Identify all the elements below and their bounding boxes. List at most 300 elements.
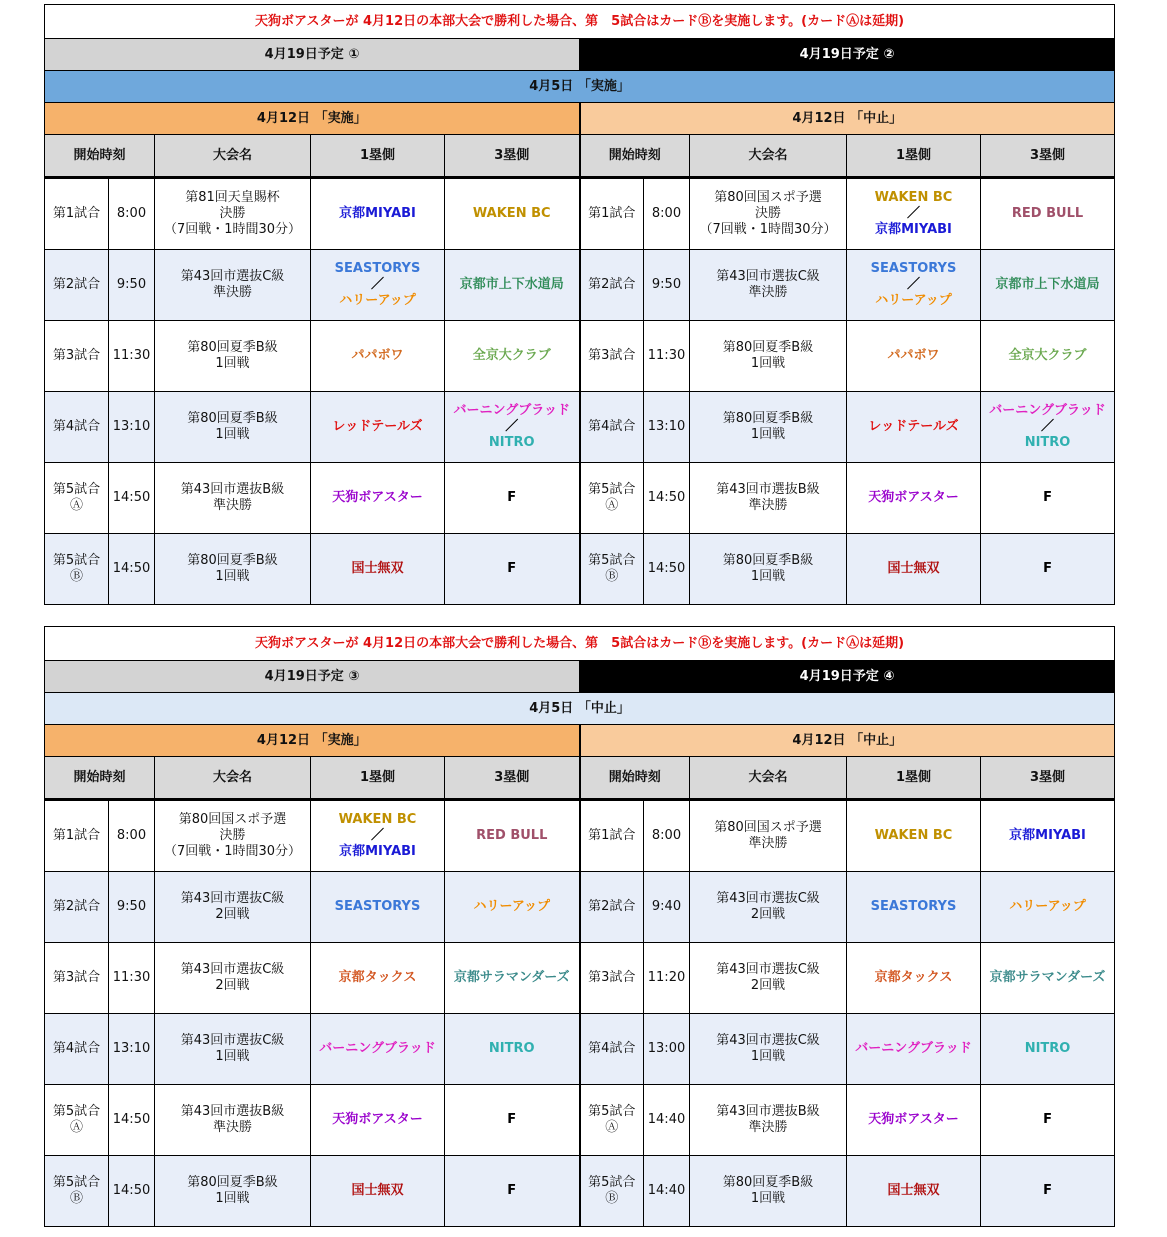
- tournament-line: 準決勝: [212, 498, 252, 513]
- plan-right-title: 4月19日予定 ④: [580, 661, 1115, 693]
- team-name: RED BULL: [1011, 206, 1084, 221]
- tournament-line: 2回戦: [750, 978, 786, 993]
- schedule-table: [44, 626, 1115, 1227]
- team-name: 京都タックス: [338, 970, 417, 985]
- tournament-line: 第80回夏季B級: [722, 340, 814, 355]
- start-time: 11:30: [109, 321, 155, 392]
- tournament-line: （7回戦・1時間30分）: [163, 222, 302, 237]
- game-number: [45, 463, 109, 534]
- team-name: WAKEN BC: [874, 190, 953, 205]
- start-time: 9:40: [644, 872, 690, 943]
- third-base-team: [981, 321, 1115, 392]
- third-base-team: [445, 1085, 580, 1156]
- team-name: ハリーアップ: [473, 899, 550, 914]
- game-number-label: 第5試合: [52, 1104, 101, 1119]
- tournament-line: 決勝: [219, 206, 246, 221]
- start-time: 8:00: [644, 178, 690, 250]
- game-number-label: 第3試合: [52, 970, 101, 985]
- team-name: 天狗ボアスター: [868, 1112, 959, 1127]
- game-row: [45, 534, 1115, 605]
- game-row: [45, 872, 1115, 943]
- header-tournament: 大会名: [155, 135, 311, 178]
- team-name: F: [1043, 561, 1052, 576]
- card-mark: Ⓐ: [69, 498, 83, 513]
- game-number: [45, 392, 109, 463]
- header-tournament: 大会名: [155, 757, 311, 800]
- apr12-left-status: 4月12日 「実施」: [45, 725, 580, 757]
- game-number-label: 第1試合: [588, 206, 636, 221]
- team-name: 天狗ボアスター: [868, 490, 959, 505]
- tournament-name: [155, 1014, 311, 1085]
- tournament-name: [155, 872, 311, 943]
- team-name: F: [507, 1183, 517, 1198]
- tournament-line: 1回戦: [215, 356, 250, 371]
- tournament-line: 第43回市選抜B級: [716, 1104, 820, 1119]
- tournament-line: 準決勝: [212, 1120, 252, 1135]
- tournament-line: 決勝: [219, 828, 246, 843]
- game-number: [580, 800, 644, 872]
- third-base-team: [981, 800, 1115, 872]
- game-number-label: 第1試合: [52, 828, 101, 843]
- first-base-team: [847, 872, 981, 943]
- team-name: 天狗ボアスター: [332, 490, 423, 505]
- first-base-team: [847, 250, 981, 321]
- game-number: [580, 1156, 644, 1227]
- tournament-line: 1回戦: [215, 569, 250, 584]
- tournament-line: 第80回国スポ予選: [714, 190, 822, 205]
- game-number: [45, 1085, 109, 1156]
- game-number: [45, 178, 109, 250]
- start-time: 14:40: [644, 1085, 690, 1156]
- game-row: [45, 250, 1115, 321]
- team-name: レッドテールズ: [868, 419, 959, 434]
- card-mark: Ⓑ: [69, 1191, 83, 1206]
- team-name: SEASTORYS: [870, 261, 957, 276]
- tournament-line: （7回戦・1時間30分）: [163, 844, 302, 859]
- game-row: [45, 1085, 1115, 1156]
- game-row: [45, 943, 1115, 1014]
- first-base-team: [311, 392, 445, 463]
- first-base-team: [847, 392, 981, 463]
- game-row: [45, 800, 1115, 872]
- card-mark: Ⓑ: [69, 569, 83, 584]
- game-row: [45, 1014, 1115, 1085]
- apr12-right-status: 4月12日 「中止」: [580, 725, 1115, 757]
- game-number-label: 第3試合: [52, 348, 101, 363]
- first-base-team: [311, 800, 445, 872]
- card-mark: Ⓑ: [605, 1191, 619, 1206]
- third-base-team: [981, 392, 1115, 463]
- team-name: ハリーアップ: [1009, 899, 1086, 914]
- game-number: [45, 1156, 109, 1227]
- tournament-line: 第80回夏季B級: [187, 553, 278, 568]
- tournament-name: [690, 250, 847, 321]
- game-number-label: 第5試合: [588, 1104, 636, 1119]
- third-base-team: [981, 1156, 1115, 1227]
- third-base-team: [981, 178, 1115, 250]
- plan-right-title: 4月19日予定 ②: [580, 39, 1115, 71]
- tournament-name: [155, 1085, 311, 1156]
- game-number-label: 第1試合: [588, 828, 636, 843]
- start-time: 14:50: [109, 1156, 155, 1227]
- team-name: 天狗ボアスター: [332, 1112, 423, 1127]
- start-time: 13:10: [644, 392, 690, 463]
- first-base-team: [847, 463, 981, 534]
- third-base-team: [981, 1014, 1115, 1085]
- tournament-line: 第43回市選抜C級: [716, 1033, 820, 1048]
- team-name: F: [1043, 490, 1052, 505]
- team-name: バーニングブラッド: [453, 403, 570, 418]
- tournament-name: [690, 1085, 847, 1156]
- team-name: 京都サラマンダーズ: [453, 970, 570, 985]
- card-mark: Ⓐ: [605, 498, 619, 513]
- first-base-team: [311, 178, 445, 250]
- first-base-team: [847, 943, 981, 1014]
- game-number: [580, 534, 644, 605]
- team-name: NITRO: [1024, 435, 1071, 450]
- third-base-team: [445, 392, 580, 463]
- header-start-time: 開始時刻: [45, 757, 155, 800]
- header-start-time: 開始時刻: [580, 135, 690, 178]
- tournament-name: [690, 943, 847, 1014]
- team-separator: ／: [1041, 419, 1055, 434]
- game-number: [580, 943, 644, 1014]
- third-base-team: [981, 250, 1115, 321]
- tournament-line: 準決勝: [748, 836, 788, 851]
- first-base-team: [311, 321, 445, 392]
- third-base-team: [981, 1085, 1115, 1156]
- start-time: 14:50: [109, 463, 155, 534]
- card-mark: Ⓑ: [605, 569, 619, 584]
- tournament-name: [155, 1156, 311, 1227]
- tournament-line: 1回戦: [750, 1191, 786, 1206]
- third-base-team: [981, 943, 1115, 1014]
- team-name: WAKEN BC: [338, 812, 417, 827]
- apr5-status: 4月5日 「実施」: [45, 71, 1115, 103]
- tournament-name: [690, 392, 847, 463]
- game-number-label: 第1試合: [52, 206, 101, 221]
- tournament-line: 第80回国スポ予選: [178, 812, 287, 827]
- tournament-line: 第43回市選抜B級: [180, 1104, 285, 1119]
- tournament-line: 第81回天皇賜杯: [185, 190, 280, 205]
- first-base-team: [311, 534, 445, 605]
- team-name: 京都MIYABI: [1009, 828, 1086, 843]
- header-third-base: 3塁側: [981, 757, 1115, 800]
- game-number: [580, 463, 644, 534]
- tournament-name: [690, 800, 847, 872]
- header-third-base: 3塁側: [445, 135, 580, 178]
- third-base-team: [445, 1014, 580, 1085]
- game-number: [580, 872, 644, 943]
- team-name: SEASTORYS: [334, 899, 421, 914]
- notice-text: 天狗ボアスターが 4月12日の本部大会で勝利した場合、第 5試合はカードⒷを実施します。(カードⒶは延期): [45, 5, 1115, 39]
- third-base-team: [445, 178, 580, 250]
- plan-left-title: 4月19日予定 ①: [45, 39, 580, 71]
- tournament-line: 決勝: [754, 206, 781, 221]
- game-row: [45, 392, 1115, 463]
- header-first-base: 1塁側: [311, 757, 445, 800]
- game-number: [45, 1014, 109, 1085]
- game-number-label: 第3試合: [588, 348, 636, 363]
- first-base-team: [847, 800, 981, 872]
- tournament-name: [155, 463, 311, 534]
- tournament-name: [155, 321, 311, 392]
- game-number: [580, 1014, 644, 1085]
- header-start-time: 開始時刻: [45, 135, 155, 178]
- tournament-line: 第43回市選抜B級: [716, 482, 820, 497]
- tournament-name: [155, 178, 311, 250]
- tournament-line: 2回戦: [215, 907, 250, 922]
- start-time: 11:30: [109, 943, 155, 1014]
- tournament-line: 第43回市選抜B級: [180, 482, 285, 497]
- game-number-label: 第2試合: [52, 277, 101, 292]
- team-name: 京都MIYABI: [875, 222, 952, 237]
- tournament-line: 第80回夏季B級: [187, 1175, 278, 1190]
- first-base-team: [847, 1014, 981, 1085]
- third-base-team: [445, 250, 580, 321]
- game-number-label: 第4試合: [52, 419, 101, 434]
- tournament-name: [690, 463, 847, 534]
- start-time: 13:10: [109, 392, 155, 463]
- game-number-label: 第4試合: [52, 1041, 101, 1056]
- team-name: パパボワ: [351, 348, 404, 363]
- header-tournament: 大会名: [690, 135, 847, 178]
- first-base-team: [847, 1156, 981, 1227]
- team-name: バーニングブラッド: [989, 403, 1106, 418]
- start-time: 8:00: [109, 178, 155, 250]
- start-time: 9:50: [644, 250, 690, 321]
- team-separator: ／: [906, 206, 920, 221]
- tournament-line: 1回戦: [215, 1191, 250, 1206]
- team-name: F: [1043, 1112, 1052, 1127]
- tournament-line: 1回戦: [750, 569, 786, 584]
- game-row: [45, 321, 1115, 392]
- team-name: 国士無双: [351, 1183, 404, 1198]
- team-name: NITRO: [488, 435, 535, 450]
- team-name: F: [507, 561, 517, 576]
- start-time: 9:50: [109, 250, 155, 321]
- tournament-line: 1回戦: [215, 1049, 250, 1064]
- start-time: 14:50: [109, 1085, 155, 1156]
- team-name: RED BULL: [476, 828, 548, 843]
- tournament-name: [155, 534, 311, 605]
- tournament-line: 2回戦: [750, 907, 786, 922]
- team-name: 京都市上下水道局: [995, 277, 1100, 292]
- header-first-base: 1塁側: [311, 135, 445, 178]
- start-time: 8:00: [644, 800, 690, 872]
- team-name: WAKEN BC: [472, 206, 551, 221]
- header-third-base: 3塁側: [445, 757, 580, 800]
- tournament-line: 第80回夏季B級: [722, 1175, 814, 1190]
- apr12-right-status: 4月12日 「中止」: [580, 103, 1115, 135]
- header-start-time: 開始時刻: [580, 757, 690, 800]
- header-tournament: 大会名: [690, 757, 847, 800]
- tournament-line: 第43回市選抜C級: [716, 962, 820, 977]
- game-number: [580, 1085, 644, 1156]
- tournament-line: 準決勝: [748, 498, 788, 513]
- tournament-line: （7回戦・1時間30分）: [699, 222, 837, 237]
- third-base-team: [981, 463, 1115, 534]
- game-number-label: 第5試合: [588, 1175, 636, 1190]
- team-name: ハリーアップ: [339, 293, 416, 308]
- start-time: 14:40: [644, 1156, 690, 1227]
- team-separator: ／: [370, 828, 384, 843]
- game-number: [45, 800, 109, 872]
- tournament-line: 第80回夏季B級: [722, 553, 814, 568]
- first-base-team: [311, 1085, 445, 1156]
- start-time: 8:00: [109, 800, 155, 872]
- game-number: [45, 321, 109, 392]
- start-time: 14:50: [644, 463, 690, 534]
- start-time: 11:20: [644, 943, 690, 1014]
- tournament-line: 第80回夏季B級: [187, 340, 278, 355]
- first-base-team: [311, 1014, 445, 1085]
- tournament-name: [155, 800, 311, 872]
- team-separator: ／: [370, 277, 384, 292]
- apr5-status: 4月5日 「中止」: [45, 693, 1115, 725]
- team-name: 国士無双: [887, 1183, 940, 1198]
- game-number-label: 第5試合: [52, 553, 101, 568]
- team-name: 国士無双: [887, 561, 940, 576]
- tournament-line: 第43回市選抜C級: [180, 891, 285, 906]
- team-name: 京都MIYABI: [339, 844, 416, 859]
- game-number-label: 第2試合: [52, 899, 101, 914]
- first-base-team: [847, 534, 981, 605]
- tournament-line: 第43回市選抜C級: [180, 269, 285, 284]
- first-base-team: [311, 872, 445, 943]
- team-name: バーニングブラッド: [855, 1041, 972, 1056]
- tournament-name: [690, 321, 847, 392]
- start-time: 14:50: [644, 534, 690, 605]
- card-mark: Ⓐ: [605, 1120, 619, 1135]
- team-name: SEASTORYS: [870, 899, 957, 914]
- first-base-team: [311, 250, 445, 321]
- third-base-team: [445, 800, 580, 872]
- first-base-team: [311, 1156, 445, 1227]
- third-base-team: [981, 534, 1115, 605]
- team-name: WAKEN BC: [874, 828, 953, 843]
- game-number-label: 第5試合: [52, 482, 101, 497]
- start-time: 14:50: [109, 534, 155, 605]
- team-name: 京都タックス: [874, 970, 953, 985]
- tournament-line: 第80回国スポ予選: [714, 820, 822, 835]
- start-time: 11:30: [644, 321, 690, 392]
- tournament-name: [155, 392, 311, 463]
- third-base-team: [445, 463, 580, 534]
- game-number-label: 第4試合: [588, 419, 636, 434]
- tournament-line: 1回戦: [215, 427, 250, 442]
- tournament-name: [155, 250, 311, 321]
- schedule-table: [44, 4, 1115, 605]
- third-base-team: [445, 534, 580, 605]
- first-base-team: [847, 178, 981, 250]
- header-first-base: 1塁側: [847, 757, 981, 800]
- team-separator: ／: [505, 419, 519, 434]
- team-name: レッドテールズ: [332, 419, 423, 434]
- game-row: [45, 178, 1115, 250]
- game-number-label: 第3試合: [588, 970, 636, 985]
- tournament-line: 1回戦: [750, 427, 786, 442]
- header-first-base: 1塁側: [847, 135, 981, 178]
- game-number: [45, 872, 109, 943]
- start-time: 9:50: [109, 872, 155, 943]
- team-name: 京都MIYABI: [339, 206, 416, 221]
- team-name: 京都サラマンダーズ: [989, 970, 1106, 985]
- team-name: F: [507, 490, 517, 505]
- team-name: パパボワ: [887, 348, 940, 363]
- team-name: NITRO: [488, 1041, 535, 1056]
- game-row: [45, 463, 1115, 534]
- team-name: バーニングブラッド: [319, 1041, 436, 1056]
- third-base-team: [445, 872, 580, 943]
- game-row: [45, 1156, 1115, 1227]
- first-base-team: [847, 321, 981, 392]
- third-base-team: [981, 872, 1115, 943]
- game-number: [580, 178, 644, 250]
- tournament-line: 2回戦: [215, 978, 250, 993]
- tournament-name: [690, 534, 847, 605]
- game-number-label: 第4試合: [588, 1041, 636, 1056]
- team-name: NITRO: [1024, 1041, 1071, 1056]
- team-name: F: [1043, 1183, 1052, 1198]
- game-number: [580, 392, 644, 463]
- first-base-team: [311, 943, 445, 1014]
- game-number-label: 第2試合: [588, 277, 636, 292]
- third-base-team: [445, 943, 580, 1014]
- tournament-name: [690, 872, 847, 943]
- game-number: [45, 250, 109, 321]
- team-name: 全京大クラブ: [1008, 348, 1087, 363]
- tournament-line: 準決勝: [212, 285, 252, 300]
- tournament-line: 第43回市選抜C級: [716, 269, 820, 284]
- team-name: 国士無双: [351, 561, 404, 576]
- tournament-name: [155, 943, 311, 1014]
- game-number-label: 第5試合: [588, 482, 636, 497]
- team-name: 全京大クラブ: [472, 348, 551, 363]
- plan-left-title: 4月19日予定 ③: [45, 661, 580, 693]
- tournament-line: 第43回市選抜C級: [716, 891, 820, 906]
- game-number-label: 第5試合: [52, 1175, 101, 1190]
- tournament-line: 第80回夏季B級: [722, 411, 814, 426]
- tournament-line: 第80回夏季B級: [187, 411, 278, 426]
- first-base-team: [847, 1085, 981, 1156]
- tournament-line: 第43回市選抜C級: [180, 1033, 285, 1048]
- team-separator: ／: [906, 277, 920, 292]
- tournament-line: 1回戦: [750, 1049, 786, 1064]
- tournament-line: 準決勝: [748, 285, 788, 300]
- team-name: F: [507, 1112, 517, 1127]
- tournament-line: 準決勝: [748, 1120, 788, 1135]
- game-number: [45, 943, 109, 1014]
- apr12-left-status: 4月12日 「実施」: [45, 103, 580, 135]
- game-number: [45, 534, 109, 605]
- first-base-team: [311, 463, 445, 534]
- tournament-name: [690, 178, 847, 250]
- game-number-label: 第5試合: [588, 553, 636, 568]
- team-name: ハリーアップ: [875, 293, 952, 308]
- team-name: SEASTORYS: [334, 261, 421, 276]
- third-base-team: [445, 321, 580, 392]
- tournament-line: 第43回市選抜C級: [180, 962, 285, 977]
- tournament-name: [690, 1156, 847, 1227]
- team-name: 京都市上下水道局: [459, 277, 564, 292]
- game-number: [580, 250, 644, 321]
- game-number: [580, 321, 644, 392]
- card-mark: Ⓐ: [69, 1120, 83, 1135]
- start-time: 13:00: [644, 1014, 690, 1085]
- game-number-label: 第2試合: [588, 899, 636, 914]
- third-base-team: [445, 1156, 580, 1227]
